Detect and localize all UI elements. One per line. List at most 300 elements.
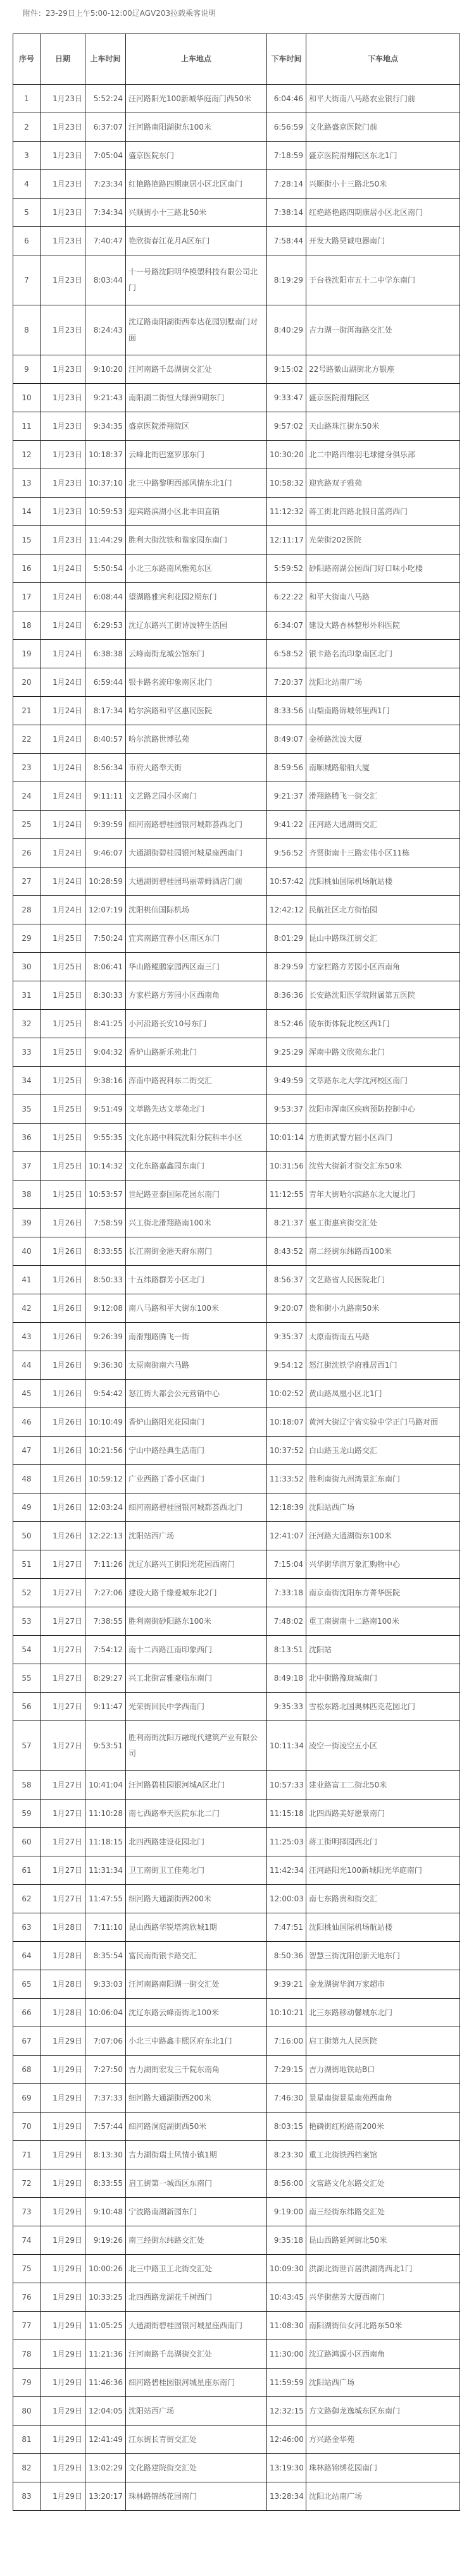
- cell-index: 8: [13, 305, 41, 355]
- cell-board-time: 12:03:24: [85, 1493, 126, 1522]
- cell-index: 52: [13, 1579, 41, 1607]
- cell-alight-time: 6:34:07: [267, 611, 306, 640]
- table-row: [13, 697, 460, 725]
- cell-alight-place: 启工街第九人民医院: [306, 2027, 460, 2056]
- cell-alight-place: 沈阳北站南广场: [306, 668, 460, 697]
- cell-board-time: 9:53:51: [85, 1721, 126, 1771]
- table-row: [13, 2084, 460, 2113]
- cell-alight-place: 青年大街哈尔滨路东北大厦北门: [306, 1181, 460, 1209]
- table-row: [13, 583, 460, 611]
- table-row: [13, 2198, 460, 2226]
- cell-board-time: 9:55:35: [85, 1124, 126, 1152]
- header-row: [13, 34, 460, 85]
- cell-board-time: 6:38:38: [85, 640, 126, 668]
- cell-index: 40: [13, 1237, 41, 1266]
- cell-index: 20: [13, 668, 41, 697]
- cell-board-time: 13:02:29: [85, 2454, 126, 2482]
- cell-alight-time: 7:15:04: [267, 1550, 306, 1579]
- table-row: [13, 1408, 460, 1437]
- cell-alight-place: 南顺城路船舶大厦: [306, 754, 460, 782]
- cell-board-place: 细河南路碧桂园银河城都荟西北门: [126, 1493, 267, 1522]
- cell-alight-place: 方胜街武警方圆小区西门: [306, 1124, 460, 1152]
- table-row: [13, 868, 460, 896]
- table-header: [13, 34, 460, 85]
- cell-board-time: 5:50:54: [85, 555, 126, 583]
- cell-index: 35: [13, 1095, 41, 1124]
- cell-board-place: 胜利南街砂阳路东100米: [126, 1607, 267, 1636]
- cell-board-place: 吉力湖街宏发三千院东南角: [126, 2056, 267, 2084]
- table-row: [13, 255, 460, 305]
- cell-board-time: 8:50:33: [85, 1266, 126, 1294]
- table-row: [13, 1010, 460, 1038]
- cell-date: 1月25日: [41, 924, 85, 953]
- cell-board-time: 9:46:07: [85, 839, 126, 868]
- cell-alight-time: 8:40:29: [267, 305, 306, 355]
- cell-date: 1月28日: [41, 1942, 85, 1970]
- cell-alight-time: 8:23:30: [267, 2141, 306, 2169]
- table-row: [13, 2027, 460, 2056]
- cell-index: 81: [13, 2426, 41, 2454]
- cell-date: 1月26日: [41, 1323, 85, 1351]
- cell-alight-time: 9:21:37: [267, 782, 306, 811]
- table-row: [13, 1152, 460, 1181]
- cell-alight-time: 9:39:21: [267, 1970, 306, 1999]
- cell-index: 50: [13, 1522, 41, 1550]
- cell-alight-time: 7:28:14: [267, 170, 306, 199]
- cell-board-place: 沈阳站西广场: [126, 2397, 267, 2426]
- table-row: [13, 640, 460, 668]
- table-row: [13, 782, 460, 811]
- table-row: [13, 2454, 460, 2482]
- cell-board-time: 10:18:37: [85, 441, 126, 469]
- cell-date: 1月29日: [41, 2255, 85, 2283]
- cell-date: 1月29日: [41, 2027, 85, 2056]
- table-row: [13, 555, 460, 583]
- cell-board-place: 大通湖街碧桂园玛丽蒂姆酒店门前: [126, 868, 267, 896]
- cell-board-place: 云峰南街龙城公馆东门: [126, 640, 267, 668]
- cell-alight-place: 凌空一街凌空五小区: [306, 1721, 460, 1771]
- cell-alight-time: 8:59:56: [267, 754, 306, 782]
- cell-index: 3: [13, 142, 41, 170]
- cell-date: 1月26日: [41, 1294, 85, 1323]
- cell-index: 9: [13, 355, 41, 384]
- cell-date: 1月27日: [41, 1636, 85, 1664]
- cell-board-time: 9:54:42: [85, 1380, 126, 1408]
- cell-board-time: 10:00:26: [85, 2255, 126, 2283]
- cell-board-place: 广业西路丁香小区南门: [126, 1465, 267, 1493]
- cell-alight-time: 6:22:22: [267, 583, 306, 611]
- cell-alight-time: 9:56:52: [267, 839, 306, 868]
- cell-board-time: 10:41:04: [85, 1771, 126, 1800]
- cell-board-place: 兴工北街富雅豪临东南门: [126, 1664, 267, 1693]
- cell-index: 48: [13, 1465, 41, 1493]
- cell-board-place: 细河路碧桂园银河城星座东南门: [126, 2369, 267, 2397]
- cell-date: 1月23日: [41, 142, 85, 170]
- cell-date: 1月29日: [41, 2283, 85, 2312]
- cell-date: 1月23日: [41, 227, 85, 255]
- cell-alight-time: 10:10:21: [267, 1999, 306, 2027]
- cell-alight-time: 7:46:30: [267, 2084, 306, 2113]
- cell-date: 1月24日: [41, 697, 85, 725]
- cell-date: 1月23日: [41, 441, 85, 469]
- cell-board-time: 12:04:05: [85, 2397, 126, 2426]
- cell-date: 1月23日: [41, 526, 85, 555]
- cell-alight-time: 7:47:51: [267, 1913, 306, 1942]
- cell-alight-place: 银卡路名流印象南区北门: [306, 640, 460, 668]
- cell-board-place: 盛京医院东门: [126, 142, 267, 170]
- cell-board-place: 细河路洞庭湖街西50米: [126, 2113, 267, 2141]
- cell-alight-place: 黄河大街辽宁省实验中学正门马路对面: [306, 1408, 460, 1437]
- cell-board-time: 9:21:43: [85, 384, 126, 412]
- table-row: [13, 1607, 460, 1636]
- cell-board-time: 5:52:24: [85, 85, 126, 113]
- table-row: [13, 1856, 460, 1885]
- table-row: [13, 1522, 460, 1550]
- cell-index: 33: [13, 1038, 41, 1067]
- cell-board-time: 6:29:53: [85, 611, 126, 640]
- cell-alight-place: 迎宾路双子雅苑: [306, 469, 460, 498]
- cell-index: 46: [13, 1408, 41, 1437]
- table-row: [13, 1693, 460, 1721]
- cell-date: 1月24日: [41, 725, 85, 754]
- cell-board-time: 10:33:25: [85, 2283, 126, 2312]
- cell-alight-place: 南七东路贵和街交汇: [306, 1885, 460, 1913]
- table-row: [13, 1323, 460, 1351]
- cell-board-time: 7:57:44: [85, 2113, 126, 2141]
- cell-alight-time: 13:28:34: [267, 2482, 306, 2511]
- table-row: [13, 1913, 460, 1942]
- cell-index: 16: [13, 555, 41, 583]
- cell-alight-place: 兴顺街小十三路北50米: [306, 170, 460, 199]
- cell-date: 1月29日: [41, 2198, 85, 2226]
- cell-alight-time: 5:59:52: [267, 555, 306, 583]
- cell-board-place: 文化路建院街交汇处: [126, 2454, 267, 2482]
- cell-alight-place: 文富路文化东路交汇处: [306, 2169, 460, 2198]
- cell-alight-time: 10:09:30: [267, 2255, 306, 2283]
- cell-alight-time: 11:59:59: [267, 2369, 306, 2397]
- cell-board-place: 宁波路南湖新园东门: [126, 2198, 267, 2226]
- cell-alight-time: 8:49:07: [267, 725, 306, 754]
- cell-date: 1月29日: [41, 2141, 85, 2169]
- cell-board-place: 沈辽东路兴工街诗波特生活园: [126, 611, 267, 640]
- cell-board-place: 文化东路中科院沈阳分院科丰小区: [126, 1124, 267, 1152]
- cell-alight-place: 沈阳北站南广场: [306, 2482, 460, 2511]
- cell-date: 1月23日: [41, 305, 85, 355]
- table-row: [13, 1124, 460, 1152]
- cell-alight-time: 9:20:07: [267, 1294, 306, 1323]
- cell-board-place: 小北三东路南风雅苑东区: [126, 555, 267, 583]
- cell-date: 1月25日: [41, 1010, 85, 1038]
- cell-board-place: 迎宾路滨湖小区北丰田直销: [126, 498, 267, 526]
- cell-board-time: 11:46:36: [85, 2369, 126, 2397]
- cell-alight-time: 8:03:15: [267, 2113, 306, 2141]
- cell-alight-place: 雪松东路北国奥林匹克花园北门: [306, 1693, 460, 1721]
- cell-alight-time: 8:43:52: [267, 1237, 306, 1266]
- cell-board-place: 胜利南街沈阳万融现代建筑产业有限公司: [126, 1721, 267, 1771]
- table-row: [13, 2113, 460, 2141]
- cell-board-time: 11:05:25: [85, 2312, 126, 2340]
- cell-board-time: 11:10:28: [85, 1800, 126, 1828]
- cell-alight-time: 10:43:45: [267, 2283, 306, 2312]
- table-row: [13, 1038, 460, 1067]
- cell-alight-place: 艳磷街红粉路南200米: [306, 2113, 460, 2141]
- cell-board-time: 9:33:03: [85, 1970, 126, 1999]
- cell-index: 15: [13, 526, 41, 555]
- table-row: [13, 668, 460, 697]
- cell-board-place: 文艺路艺园小区南门: [126, 782, 267, 811]
- cell-date: 1月27日: [41, 1550, 85, 1579]
- cell-board-place: 十五纬路群芳小区北门: [126, 1266, 267, 1294]
- cell-board-time: 7:50:24: [85, 924, 126, 953]
- cell-index: 76: [13, 2283, 41, 2312]
- cell-board-place: 富民南街银卡路交汇: [126, 1942, 267, 1970]
- table-row: [13, 412, 460, 441]
- table-row: [13, 2141, 460, 2169]
- cell-alight-time: 7:16:00: [267, 2027, 306, 2056]
- cell-alight-place: 文化路盛京医院门前: [306, 113, 460, 142]
- cell-alight-place: 兴华街华润万象汇购物中心: [306, 1550, 460, 1579]
- cell-board-place: 汪河南路千岛湖街交汇处: [126, 2340, 267, 2369]
- cell-date: 1月29日: [41, 2084, 85, 2113]
- cell-alight-time: 10:31:56: [267, 1152, 306, 1181]
- cell-alight-time: 7:18:59: [267, 142, 306, 170]
- cell-board-place: 昆山西路华锐塔湾欣城1期: [126, 1913, 267, 1942]
- table-row: [13, 384, 460, 412]
- cell-index: 51: [13, 1550, 41, 1579]
- cell-alight-place: 白山路玉龙山路交汇: [306, 1437, 460, 1465]
- cell-date: 1月24日: [41, 555, 85, 583]
- cell-board-place: 北四西路龙湖花千树西门: [126, 2283, 267, 2312]
- cell-alight-place: 沈阳站: [306, 1636, 460, 1664]
- cell-board-place: 吉力湖街瑞士风情小镇1期: [126, 2141, 267, 2169]
- cell-date: 1月29日: [41, 2397, 85, 2426]
- cell-alight-place: 惠工街惠宾街交汇处: [306, 1209, 460, 1237]
- cell-board-time: 11:31:34: [85, 1856, 126, 1885]
- table-row: [13, 1828, 460, 1856]
- cell-index: 10: [13, 384, 41, 412]
- cell-alight-time: 7:33:18: [267, 1579, 306, 1607]
- cell-alight-time: 7:58:44: [267, 227, 306, 255]
- cell-board-place: 哈尔滨路和平区惠民医院: [126, 697, 267, 725]
- cell-index: 47: [13, 1437, 41, 1465]
- cell-board-place: 北三中路黎明西部风情东北1门: [126, 469, 267, 498]
- cell-board-place: 胜利大街沈铁和谐家园东南门: [126, 526, 267, 555]
- cell-index: 2: [13, 113, 41, 142]
- cell-board-time: 6:08:44: [85, 583, 126, 611]
- cell-alight-place: 重工南街南十二路南100米: [306, 1607, 460, 1636]
- cell-index: 79: [13, 2369, 41, 2397]
- cell-alight-place: 22号路微山湖街北方银座: [306, 355, 460, 384]
- cell-index: 59: [13, 1800, 41, 1828]
- cell-alight-place: 金龙湖街华润万家超市: [306, 1970, 460, 1999]
- cell-alight-place: 黄山路凤凰小区北1门: [306, 1380, 460, 1408]
- cell-alight-time: 11:12:32: [267, 498, 306, 526]
- table-row: [13, 1351, 460, 1380]
- cell-alight-time: 10:58:32: [267, 469, 306, 498]
- cell-alight-time: 9:53:37: [267, 1095, 306, 1124]
- cell-date: 1月29日: [41, 2340, 85, 2369]
- cell-index: 27: [13, 868, 41, 896]
- cell-index: 68: [13, 2056, 41, 2084]
- cell-board-place: 细河路大通湖街西200米: [126, 2084, 267, 2113]
- cell-index: 71: [13, 2141, 41, 2169]
- cell-alight-time: 9:35:33: [267, 1693, 306, 1721]
- cell-alight-place: 山梨南路锦城邻里西1门: [306, 697, 460, 725]
- cell-board-place: 南十二西路江南印象西门: [126, 1636, 267, 1664]
- cell-date: 1月28日: [41, 1913, 85, 1942]
- table-row: [13, 1437, 460, 1465]
- table-row: [13, 1237, 460, 1266]
- cell-alight-place: 红艳路艳路四期康居小区北区南门: [306, 199, 460, 227]
- cell-index: 58: [13, 1771, 41, 1800]
- cell-index: 34: [13, 1067, 41, 1095]
- cell-alight-time: 8:56:00: [267, 2169, 306, 2198]
- cell-alight-place: 滑翔路腾飞一街交汇: [306, 782, 460, 811]
- cell-board-time: 7:54:12: [85, 1636, 126, 1664]
- cell-index: 77: [13, 2312, 41, 2340]
- header-alight-place: 下车地点: [306, 34, 460, 85]
- cell-date: 1月27日: [41, 1721, 85, 1771]
- cell-alight-time: 9:41:22: [267, 811, 306, 839]
- cell-board-time: 9:19:26: [85, 2226, 126, 2255]
- cell-alight-place: 昆山中路珠江街交汇: [306, 924, 460, 953]
- table-row: [13, 85, 460, 113]
- cell-date: 1月29日: [41, 2226, 85, 2255]
- cell-alight-place: 和平大街南八马路农业银行门前: [306, 85, 460, 113]
- cell-board-place: 宜宾南路宜春小区南区东门: [126, 924, 267, 953]
- cell-alight-time: 12:32:15: [267, 2397, 306, 2426]
- cell-alight-time: 12:42:12: [267, 896, 306, 924]
- cell-date: 1月23日: [41, 412, 85, 441]
- cell-board-place: 南滑翔路腾飞一街: [126, 1323, 267, 1351]
- cell-alight-place: 南二经街东纬路西100米: [306, 1237, 460, 1266]
- cell-board-place: 银卡路名流印象南区北门: [126, 668, 267, 697]
- cell-board-time: 9:10:20: [85, 355, 126, 384]
- table-row: [13, 2255, 460, 2283]
- cell-alight-time: 11:33:52: [267, 1465, 306, 1493]
- cell-board-time: 8:56:34: [85, 754, 126, 782]
- cell-alight-time: 8:50:36: [267, 1942, 306, 1970]
- cell-board-place: 太原南街南六马路: [126, 1351, 267, 1380]
- cell-alight-place: 北三东路移动馨城东北门: [306, 1999, 460, 2027]
- cell-alight-place: 蒋工街明择园西北门: [306, 1828, 460, 1856]
- header-date: 日期: [41, 34, 85, 85]
- cell-index: 42: [13, 1294, 41, 1323]
- cell-alight-place: 沈阳站西广场: [306, 2369, 460, 2397]
- cell-date: 1月29日: [41, 2426, 85, 2454]
- cell-index: 65: [13, 1970, 41, 1999]
- cell-date: 1月23日: [41, 384, 85, 412]
- cell-date: 1月26日: [41, 1465, 85, 1493]
- table-row: [13, 754, 460, 782]
- table-row: [13, 526, 460, 555]
- cell-index: 80: [13, 2397, 41, 2426]
- cell-index: 28: [13, 896, 41, 924]
- table-row: [13, 305, 460, 355]
- cell-board-time: 7:05:04: [85, 142, 126, 170]
- cell-board-place: 望湖路雅宾利花园2期东门: [126, 583, 267, 611]
- cell-alight-place: 重工北街铁西档案馆: [306, 2141, 460, 2169]
- cell-alight-time: 6:58:52: [267, 640, 306, 668]
- table-row: [13, 1294, 460, 1323]
- cell-alight-place: 南阳湖街仙女河北路东50米: [306, 2312, 460, 2340]
- cell-alight-time: 8:29:59: [267, 953, 306, 981]
- cell-alight-time: 6:56:59: [267, 113, 306, 142]
- cell-index: 36: [13, 1124, 41, 1152]
- cell-date: 1月29日: [41, 2482, 85, 2511]
- cell-alight-place: 齐贤街南十三路宏伟小区11栋: [306, 839, 460, 868]
- table-row: [13, 1885, 460, 1913]
- cell-alight-place: 浑南中路文欣苑东北门: [306, 1038, 460, 1067]
- cell-board-time: 7:07:06: [85, 2027, 126, 2056]
- table-row: [13, 611, 460, 640]
- cell-board-time: 9:10:48: [85, 2198, 126, 2226]
- cell-index: 56: [13, 1693, 41, 1721]
- cell-board-time: 8:35:54: [85, 1942, 126, 1970]
- cell-alight-time: 10:01:14: [267, 1124, 306, 1152]
- cell-board-place: 珠林路锦绣花园南门: [126, 2482, 267, 2511]
- cell-alight-place: 沈阳市浑南区疾病预防控制中心: [306, 1095, 460, 1124]
- cell-alight-time: 9:57:02: [267, 412, 306, 441]
- cell-date: 1月26日: [41, 1209, 85, 1237]
- cell-board-time: 10:21:56: [85, 1437, 126, 1465]
- cell-alight-time: 12:41:07: [267, 1522, 306, 1550]
- cell-index: 21: [13, 697, 41, 725]
- cell-date: 1月26日: [41, 1522, 85, 1550]
- cell-index: 73: [13, 2198, 41, 2226]
- table-row: [13, 1579, 460, 1607]
- table-row: [13, 441, 460, 469]
- cell-board-place: 世纪路亚泰国际花园东南门: [126, 1181, 267, 1209]
- cell-alight-time: 7:29:15: [267, 2056, 306, 2084]
- cell-index: 6: [13, 227, 41, 255]
- cell-board-place: 大通湖街碧桂园银河城星座西南门: [126, 2312, 267, 2340]
- cell-alight-time: 9:35:37: [267, 1323, 306, 1351]
- table-row: [13, 1999, 460, 2027]
- cell-board-place: 方家栏路方芳园小区西南角: [126, 981, 267, 1010]
- cell-alight-time: 7:20:37: [267, 668, 306, 697]
- header-alight-time: 下车时间: [267, 34, 306, 85]
- cell-date: 1月24日: [41, 611, 85, 640]
- table-row: [13, 1067, 460, 1095]
- cell-board-place: 红艳路艳路四期康居小区北区南门: [126, 170, 267, 199]
- table-row: [13, 2397, 460, 2426]
- cell-index: 61: [13, 1856, 41, 1885]
- cell-board-place: 盛京医院滑翔院区: [126, 412, 267, 441]
- cell-board-time: 12:22:13: [85, 1522, 126, 1550]
- cell-date: 1月27日: [41, 1885, 85, 1913]
- cell-board-time: 8:13:30: [85, 2141, 126, 2169]
- cell-alight-time: 12:46:00: [267, 2426, 306, 2454]
- cell-board-place: 浑南中路祝科东二街交汇: [126, 1067, 267, 1095]
- cell-index: 39: [13, 1209, 41, 1237]
- cell-date: 1月28日: [41, 1999, 85, 2027]
- cell-board-time: 7:38:55: [85, 1607, 126, 1636]
- cell-alight-time: 11:12:55: [267, 1181, 306, 1209]
- cell-alight-place: 建设大路杏林整形外科医院: [306, 611, 460, 640]
- cell-alight-place: 方家栏路方芳园小区西南角: [306, 953, 460, 981]
- table-row: [13, 1771, 460, 1800]
- cell-board-time: 9:26:39: [85, 1323, 126, 1351]
- cell-board-time: 6:37:07: [85, 113, 126, 142]
- cell-alight-time: 7:48:02: [267, 1607, 306, 1636]
- table-row: [13, 1721, 460, 1771]
- cell-index: 53: [13, 1607, 41, 1636]
- table-row: [13, 924, 460, 953]
- cell-index: 54: [13, 1636, 41, 1664]
- cell-board-time: 11:21:36: [85, 2340, 126, 2369]
- cell-alight-place: 吉力湖一街洱海路交汇处: [306, 305, 460, 355]
